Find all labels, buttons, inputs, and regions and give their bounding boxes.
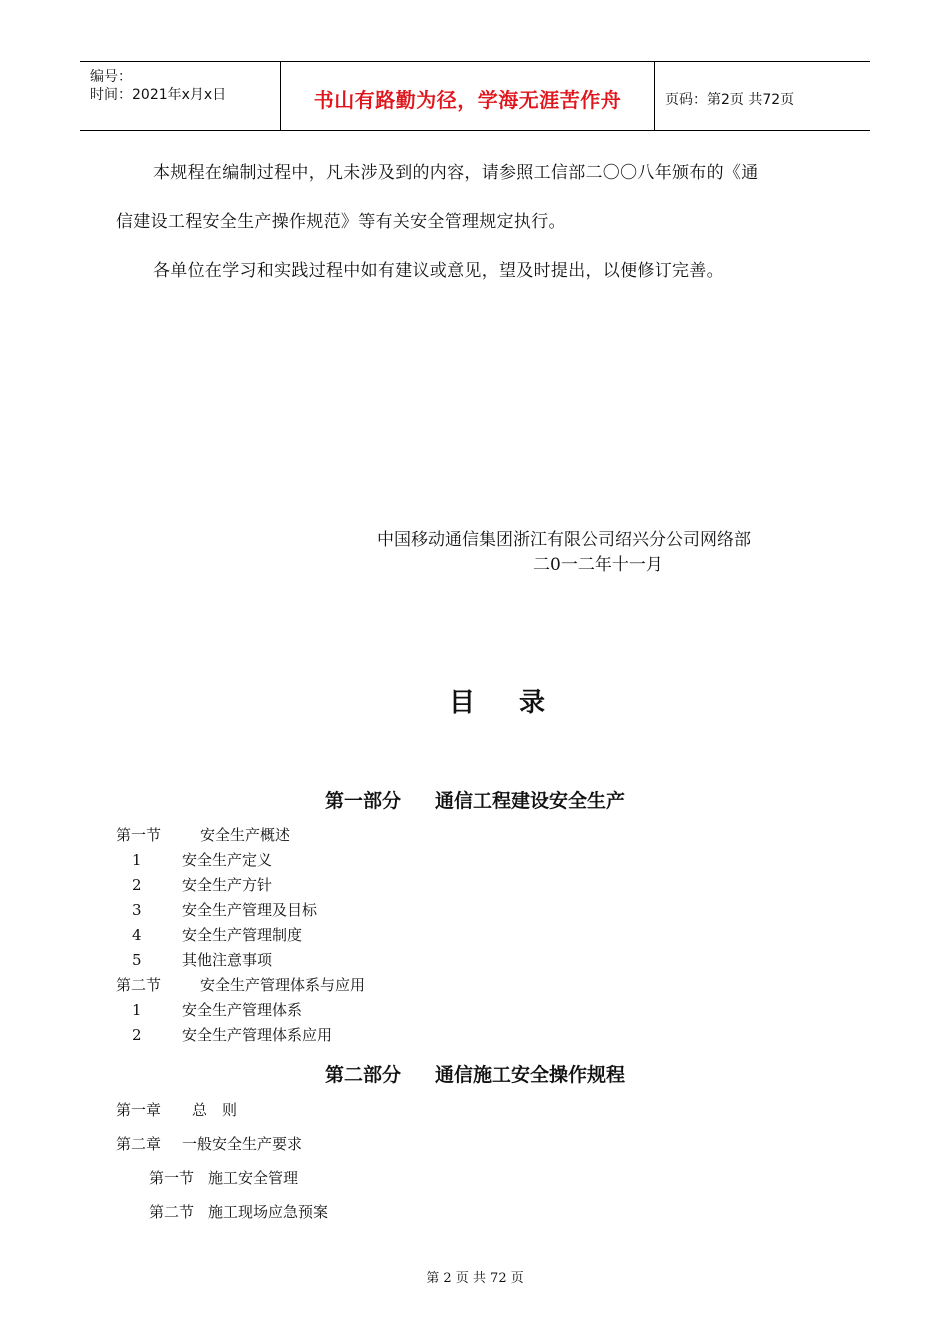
toc-entry: [132, 924, 302, 945]
toc-entry-number: 2: [132, 876, 142, 894]
toc-entry: [132, 874, 272, 895]
toc-entry-number: 4: [132, 926, 142, 944]
toc-entry-label: 安全生产管理体系: [182, 1001, 303, 1019]
intro-paragraph-1-line-1: 本规程在编制过程中，凡未涉及到的内容，请参照工信部二〇〇八年颁布的《通: [153, 163, 759, 183]
toc-entry-label: 施工现场应急预案: [208, 1203, 329, 1221]
toc-entry-number: 1: [132, 1001, 142, 1019]
toc-entry: [116, 974, 365, 995]
toc-entry-number: 3: [132, 901, 142, 919]
page-header: [80, 61, 870, 131]
toc-entry-number: 第二章: [116, 1135, 162, 1153]
header-left-cell: [80, 62, 281, 130]
header-motto-cell: [281, 62, 655, 130]
toc-entry: [116, 1133, 302, 1154]
toc-entry-label: 安全生产管理制度: [182, 926, 303, 944]
toc-entry: [132, 1024, 332, 1045]
toc-entry-number: 2: [132, 1026, 142, 1044]
toc-entry: [132, 949, 272, 970]
part-1-name: 通信工程建设安全生产: [435, 790, 626, 812]
toc-entry: [132, 849, 272, 870]
intro-paragraph-1-line-2: 信建设工程安全生产操作规范》等有关安全管理规定执行。: [116, 212, 566, 232]
toc-entry: [132, 899, 317, 920]
time-label: 时间：2021年x月x日: [90, 87, 227, 103]
toc-entry-label: 安全生产方针: [182, 876, 273, 894]
toc-entry: [149, 1167, 298, 1188]
toc-entry-label: 安全生产定义: [182, 851, 273, 869]
toc-entry-label: 总 则: [192, 1101, 238, 1119]
toc-entry-label: 安全生产概述: [200, 826, 291, 844]
toc-entry: [116, 1099, 237, 1120]
toc-entry-number: 第一章: [116, 1101, 162, 1119]
signature-org: 中国移动通信集团浙江有限公司绍兴分公司网络部: [377, 530, 751, 550]
toc-entry-label: 施工安全管理: [208, 1169, 299, 1187]
toc-entry-label: 其他注意事项: [182, 951, 273, 969]
toc-entry-number: 第二节: [116, 976, 162, 994]
toc-entry-number: 1: [132, 851, 142, 869]
toc-entry-label: 安全生产管理体系应用: [182, 1026, 333, 1044]
toc-entry: [132, 999, 302, 1020]
toc-entry-number: 第一节: [116, 826, 162, 844]
toc-entry-label: 一般安全生产要求: [182, 1135, 303, 1153]
toc-title: 目录: [448, 688, 589, 718]
toc-entry-number: 第二节: [149, 1203, 195, 1221]
header-right-cell: [655, 62, 870, 130]
signature-date: 二0一二年十一月: [533, 555, 663, 575]
toc-entry-number: 第一节: [149, 1169, 195, 1187]
toc-entry: [149, 1201, 328, 1222]
intro-paragraph-2: 各单位在学习和实践过程中如有建议或意见，望及时提出，以便修订完善。: [153, 261, 724, 281]
toc-entry-label: 安全生产管理体系与应用: [200, 976, 366, 994]
header-page-info: 页码：第2页 共72页: [665, 92, 795, 108]
toc-entry-label: 安全生产管理及目标: [182, 901, 318, 919]
toc-part-1-heading: [0, 786, 950, 813]
number-label: 编号：: [90, 69, 132, 85]
toc-entry-number: 5: [132, 951, 142, 969]
toc-entry: [116, 824, 290, 845]
toc-part-2-heading: [0, 1060, 950, 1087]
page-footer: 第 2 页 共 72 页: [426, 1271, 524, 1286]
part-1-number: 第一部分: [324, 790, 401, 812]
part-2-number: 第二部分: [324, 1064, 401, 1086]
header-motto: 书山有路勤为径，学海无涯苦作舟: [313, 88, 622, 112]
part-2-name: 通信施工安全操作规程: [435, 1064, 626, 1086]
